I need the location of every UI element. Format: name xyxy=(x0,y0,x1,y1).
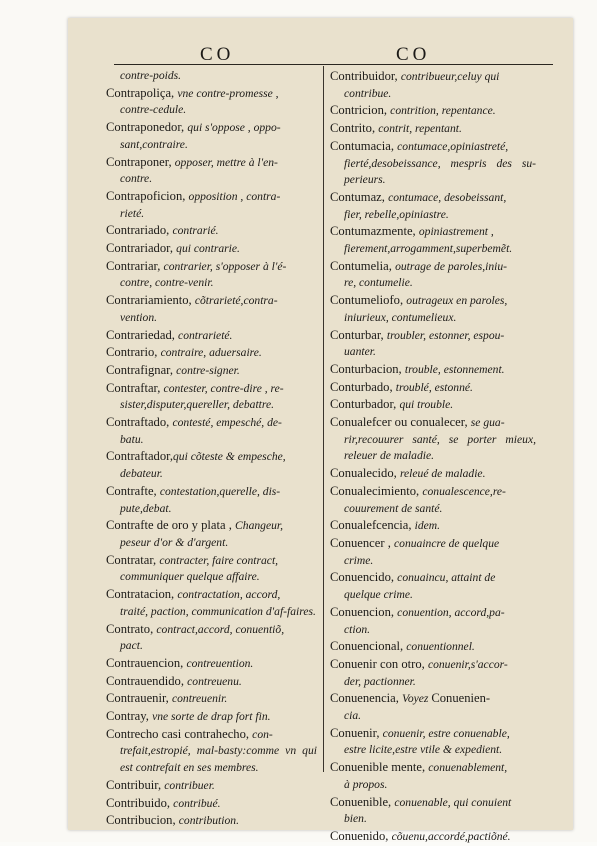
entry-headword: Contumaz, xyxy=(330,189,389,204)
entry-headword: Conualecido, xyxy=(330,466,400,481)
dictionary-entry xyxy=(106,380,317,414)
entry-headword: Conturbacion, xyxy=(330,361,405,376)
dictionary-entry xyxy=(330,828,536,846)
entry-continuation: debateur. xyxy=(120,467,163,481)
entry-continuation: à propos. xyxy=(344,777,388,791)
entry-headword: Contrariar, xyxy=(106,258,164,273)
entry-definition: contesté, empesché, de- xyxy=(172,416,282,430)
entry-definition: contrit, repentant. xyxy=(378,122,462,136)
entry-definition: contrition, repentance. xyxy=(390,104,496,118)
entry-headword: Conturbador, xyxy=(330,397,400,412)
entry-headword: Contraftador, xyxy=(106,449,173,464)
dictionary-entry xyxy=(106,673,317,691)
entry-definition: qui trouble. xyxy=(399,398,454,412)
dictionary-entry xyxy=(106,188,317,222)
entry-definition: opiniastrement , xyxy=(418,225,494,239)
entry-headword: Contrafte de oro y plata , xyxy=(106,518,236,533)
dictionary-entry xyxy=(106,795,317,813)
entry-headword: Contrauenir, xyxy=(106,691,172,706)
dictionary-entry xyxy=(330,396,536,414)
dictionary-entry xyxy=(330,223,536,257)
entry-definition: outrage de paroles,iniu- xyxy=(395,259,508,273)
dictionary-entry xyxy=(106,483,317,517)
dictionary-entry xyxy=(330,725,536,759)
dictionary-entry xyxy=(330,102,536,120)
entry-headword: Contrafignar, xyxy=(106,362,177,377)
dictionary-entry xyxy=(106,517,317,551)
entry-headword: Contumacia, xyxy=(330,138,398,153)
dictionary-entry xyxy=(106,777,317,795)
dictionary-entry xyxy=(330,656,536,690)
entry-definition: outrageux en paroles, xyxy=(406,294,508,308)
left-column xyxy=(106,68,317,830)
entry-continuation: contre-poids. xyxy=(120,69,182,82)
entry-continuation: bien. xyxy=(344,812,367,826)
entry-continuation: rieté. xyxy=(120,206,145,220)
entry-crossref: Conuenien- xyxy=(431,691,491,706)
entry-headword: Conualefcer ou conualecer, xyxy=(330,415,471,430)
entry-headword: Contribuidor, xyxy=(330,69,401,83)
dictionary-entry xyxy=(330,414,536,465)
entry-definition: contribueur,celuy qui xyxy=(400,70,500,83)
dictionary-entry xyxy=(106,362,317,380)
entry-definition: contrarier, s'opposer à l'é- xyxy=(163,259,287,273)
entry-definition: troubler, estonner, espou- xyxy=(386,328,505,342)
dictionary-entry xyxy=(106,154,317,188)
entry-definition: conuention, accord,pa- xyxy=(397,605,505,619)
entry-definition: conuenir, estre conuenable, xyxy=(382,726,510,740)
entry-definition: qui cõteste & empesche, xyxy=(173,450,286,464)
entry-headword: Conuenido, xyxy=(330,828,392,843)
entry-definition: opposition , contra- xyxy=(188,189,281,203)
dictionary-entry xyxy=(330,258,536,292)
entry-definition: contre-signer. xyxy=(176,363,240,377)
entry-headword: Contraftado, xyxy=(106,415,173,430)
entry-continuation: iniurieux, contumelieux. xyxy=(344,310,457,324)
entry-headword: Contrato, xyxy=(106,621,157,636)
entry-definition: conuenablement, xyxy=(428,761,508,775)
entry-continuation: re, contumelie. xyxy=(344,276,413,290)
entry-definition: troublé, estonné. xyxy=(395,380,473,394)
entry-headword: Contrario, xyxy=(106,345,161,360)
entry-continuation: rir,recouurer santé, se porter mieux, releuer de maladie. xyxy=(344,432,536,463)
entry-headword: Conuenible mente, xyxy=(330,760,429,775)
entry-definition: contreuenu. xyxy=(187,674,242,688)
entry-definition: se gua- xyxy=(470,416,505,430)
dictionary-entry xyxy=(330,483,536,517)
dictionary-entry xyxy=(330,120,536,138)
dictionary-entry xyxy=(106,812,317,830)
entry-headword: Contumazmente, xyxy=(330,224,419,239)
entry-continuation: contre. xyxy=(120,172,153,186)
entry-headword: Contrecho casi contrahecho, xyxy=(106,726,253,741)
entry-headword: Contribuido, xyxy=(106,795,174,810)
running-header xyxy=(112,20,552,65)
dictionary-entry xyxy=(330,794,536,828)
entry-headword: Conuencer , xyxy=(330,535,394,550)
entry-definition: contribué. xyxy=(173,796,221,810)
entry-headword: Contrariado, xyxy=(106,223,173,238)
entry-definition: vne sorte de drap fort fin. xyxy=(152,710,271,724)
entry-definition: trouble, estonnement. xyxy=(404,362,505,376)
dictionary-entry xyxy=(106,258,317,292)
entry-definition: opposer, mettre à l'en- xyxy=(174,155,278,169)
entry-definition: contreuention. xyxy=(186,656,254,670)
entry-headword: Contratacion, xyxy=(106,587,178,602)
entry-headword: Contumeliofo, xyxy=(330,293,407,308)
entry-definition: qui contrarie. xyxy=(176,242,240,256)
entry-headword: Conturbado, xyxy=(330,379,396,394)
entry-headword: Conualefcencia, xyxy=(330,518,415,533)
entry-headword: Conuenir, xyxy=(330,725,383,740)
dictionary-entry xyxy=(106,690,317,708)
entry-continuation: trefait,estropié, mal-basty:comme vn qui est contrefait en ses membres. xyxy=(120,744,317,775)
dictionary-entry xyxy=(106,726,317,777)
entry-definition: conualescence,re- xyxy=(422,484,506,498)
dictionary-entry xyxy=(106,708,317,726)
entry-definition: qui s'oppose , oppo- xyxy=(187,121,281,135)
dictionary-entry xyxy=(106,414,317,448)
entry-definition: contribution. xyxy=(178,814,239,828)
entry-definition: con- xyxy=(252,727,273,741)
entry-definition: contraire, aduersaire. xyxy=(160,346,262,360)
column-divider xyxy=(323,66,324,772)
dictionary-entry xyxy=(106,85,317,119)
entry-definition: vne contre-promesse , xyxy=(177,86,279,100)
entry-continuation: ction. xyxy=(344,622,371,636)
entry-continuation: estre licite,estre vtile & expedient. xyxy=(344,743,503,757)
dictionary-entry xyxy=(330,759,536,793)
dictionary-entry xyxy=(330,68,536,102)
entry-definition: Voyez xyxy=(402,692,432,706)
dictionary-entry xyxy=(330,327,536,361)
entry-definition: contrarié. xyxy=(172,224,219,238)
dictionary-entry xyxy=(330,535,536,569)
entry-definition: conuenir,s'accor- xyxy=(427,657,508,671)
entry-headword: Contraponedor, xyxy=(106,120,188,135)
entry-definition: conuaincu, attaint de xyxy=(397,571,496,585)
header-left: CO xyxy=(200,44,235,65)
dictionary-entry xyxy=(330,379,536,397)
dictionary-entry xyxy=(330,690,536,724)
entry-definition: cõuenu,accordé,pactiõné. xyxy=(391,829,511,843)
entry-headword: Conuencido, xyxy=(330,570,398,585)
entry-headword: Contrafte, xyxy=(106,483,160,498)
entry-continuation: quelque crime. xyxy=(344,588,413,602)
dictionary-entry xyxy=(330,189,536,223)
entry-continuation: communiquer quelque affaire. xyxy=(120,570,260,584)
entry-continuation: fierement,arrogamment,superbemẽt. xyxy=(344,242,513,256)
entry-headword: Contribuir, xyxy=(106,777,165,792)
entry-definition: contract,accord, conuentiõ, xyxy=(156,622,285,636)
dictionary-entry xyxy=(106,586,317,620)
dictionary-entry xyxy=(330,292,536,326)
entry-headword: Conturbar, xyxy=(330,327,387,342)
dictionary-entry xyxy=(106,292,317,326)
dictionary-entry xyxy=(330,517,536,535)
entry-continuation: sant,contraire. xyxy=(120,137,188,151)
dictionary-entry xyxy=(106,222,317,240)
entry-headword: Contraftar, xyxy=(106,380,164,395)
entry-headword: Contrauencion, xyxy=(106,655,187,670)
entry-continuation: contre-cedule. xyxy=(120,103,187,117)
header-rule xyxy=(114,64,553,65)
entry-definition: conuenable, qui conuient xyxy=(394,795,512,809)
entry-headword: Conuenencia, xyxy=(330,691,403,706)
dictionary-entry xyxy=(106,119,317,153)
entry-definition: idem. xyxy=(414,519,441,533)
dictionary-entry xyxy=(330,638,536,656)
header-right: CO xyxy=(396,44,431,65)
entry-headword: Contribucion, xyxy=(106,813,179,828)
entry-headword: Conualecimiento, xyxy=(330,483,423,498)
dictionary-entry xyxy=(330,465,536,483)
entry-headword: Contrariamiento, xyxy=(106,293,195,308)
entry-definition: contestation,querelle, dis- xyxy=(159,484,281,498)
entry-headword: Contratar, xyxy=(106,552,160,567)
entry-headword: Contrariador, xyxy=(106,241,177,256)
entry-continuation: vention. xyxy=(120,310,158,324)
entry-definition: conuentionnel. xyxy=(406,640,475,654)
entry-definition: contreuenir. xyxy=(171,692,228,706)
entry-headword: Contrariedad, xyxy=(106,327,179,342)
dictionary-entry xyxy=(106,552,317,586)
entry-continuation: batu. xyxy=(120,432,144,446)
entry-definition: Changeur, xyxy=(235,519,284,533)
entry-headword: Conuenir con otro, xyxy=(330,656,428,671)
dictionary-entry xyxy=(330,138,536,189)
entry-definition: contumace, desobeissant, xyxy=(388,190,507,204)
entry-continuation: traité, paction, communication d'af-faires. xyxy=(120,604,316,618)
entry-continuation: couurement de santé. xyxy=(344,501,443,515)
dictionary-entry xyxy=(106,621,317,655)
entry-headword: Contrapoliça, xyxy=(106,85,178,100)
dictionary-entry xyxy=(106,327,317,345)
entry-headword: Contraponer, xyxy=(106,154,175,169)
entry-continuation: fier, rebelle,opiniastre. xyxy=(344,207,449,221)
entry-continuation: cia. xyxy=(344,709,362,723)
entry-definition: contrarieté. xyxy=(178,328,233,342)
entry-continuation: peseur d'or & d'argent. xyxy=(120,535,229,549)
right-column xyxy=(330,68,536,846)
entry-headword: Contrauendido, xyxy=(106,673,188,688)
entry-definition: contester, contre-dire , re- xyxy=(163,381,284,395)
entry-definition: cõtrarieté,contra- xyxy=(194,294,278,308)
entry-continuation: uanter. xyxy=(344,345,376,359)
entry-continuation: pute,debat. xyxy=(120,501,172,515)
entry-headword: Contray, xyxy=(106,709,153,724)
dictionary-entry xyxy=(330,604,536,638)
entry-continuation: der, pactionner. xyxy=(344,674,416,688)
entry-continuation: contre, contre-venir. xyxy=(120,276,214,290)
dictionary-entry xyxy=(106,448,317,482)
dictionary-entry xyxy=(106,240,317,258)
dictionary-entry xyxy=(330,361,536,379)
dictionary-entry xyxy=(106,68,317,85)
entry-definition: conuaincre de quelque xyxy=(394,536,500,550)
entry-headword: Contrapoficion, xyxy=(106,188,189,203)
entry-continuation: fierté,desobeissance, mespris des su-perieurs. xyxy=(344,156,536,187)
dictionary-entry xyxy=(106,344,317,362)
entry-continuation: contribue. xyxy=(344,86,392,100)
entry-continuation: pact. xyxy=(120,639,143,653)
entry-headword: Conuencional, xyxy=(330,639,407,654)
entry-definition: contractation, accord, xyxy=(177,588,281,602)
dictionary-entry xyxy=(106,655,317,673)
entry-headword: Conuenible, xyxy=(330,794,395,809)
entry-headword: Contricion, xyxy=(330,103,391,118)
entry-definition: contribuer. xyxy=(164,778,215,792)
entry-continuation: crime. xyxy=(344,553,374,567)
entry-headword: Contrito, xyxy=(330,121,379,136)
entry-definition: releué de maladie. xyxy=(399,467,486,481)
dictionary-entry xyxy=(330,569,536,603)
entry-continuation: sister,disputer,quereller, debattre. xyxy=(120,398,275,412)
entry-definition: contracter, faire contract, xyxy=(159,553,279,567)
entry-headword: Contumelia, xyxy=(330,258,396,273)
entry-definition: contumace,opiniastreté, xyxy=(397,139,509,153)
entry-headword: Conuencion, xyxy=(330,604,398,619)
